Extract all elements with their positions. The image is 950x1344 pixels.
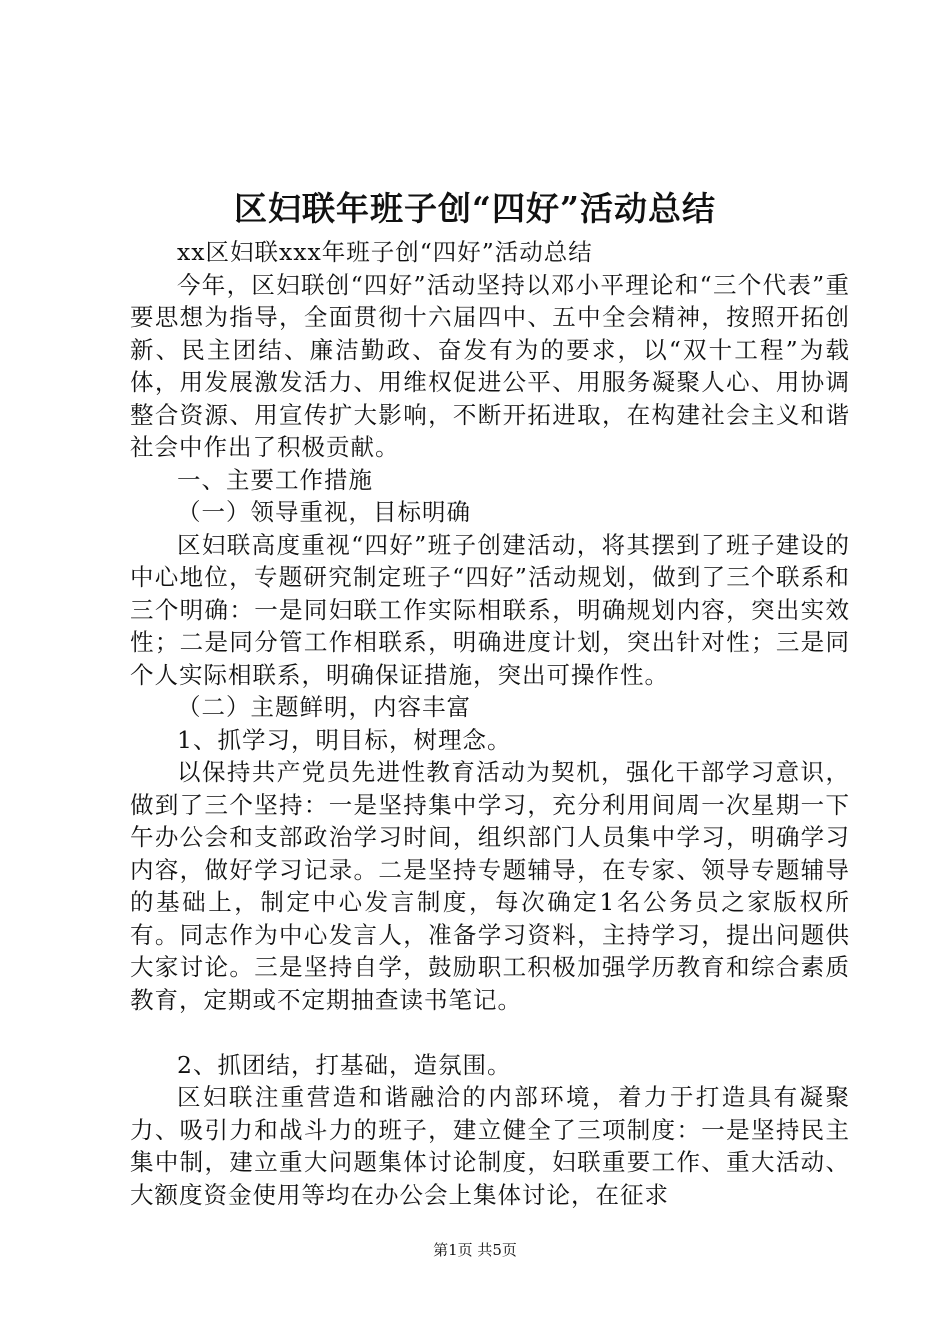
paragraph-intro: 今年，区妇联创“四好”活动坚持以邓小平理论和“三个代表”重要思想为指导，全面贯彻十六届四中、五中全会精神，按照开拓创新、民主团结、廉洁勤政、奋发有为的要求，以“双十工程”为载体，用发展激发活力、用维权促进公平、用服务凝聚人心、用协调整合资源、用宣传扩大影响，不断开拓进取，在构建社会主义和谐社会中作出了积极贡献。 [130, 270, 850, 461]
item-heading: 2、抓团结，打基础，造氛围。 [177, 1050, 512, 1079]
paragraph-study: 以保持共产党员先进性教育活动为契机，强化干部学习意识，做到了三个坚持：一是坚持集中学习，充分利用间周一次星期一下午办公会和支部政治学习时间，组织部门人员集中学习，明确学习内容，做好学习记录。二是坚持专题辅导，在专家、领导专题辅导的基础上，制定中心发言制度，每次确定1名公务员之家版权所有。同志作为中心发言人，准备学习资料，主持学习，提出问题供大家讨论。三是坚持自学，鼓励职工积极加强学历教育和综合素质教育，定期或不定期抽查读书笔记。 [130, 758, 850, 1014]
paragraph-unity: 区妇联注重营造和谐融洽的内部环境，着力于打造具有凝聚力、吸引力和战斗力的班子，建立健全了三项制度：一是坚持民主集中制，建立重大问题集体讨论制度，妇联重要工作、重大活动、大额度资金使用等均在办公会上集体讨论，在征求 [130, 1083, 850, 1209]
page-footer: 第1页 共5页 [433, 1241, 517, 1259]
blank-line [130, 1016, 850, 1049]
document-body [130, 236, 850, 1211]
subsection-heading: （一）领导重视，目标明确 [177, 498, 471, 526]
document-title: 区妇联年班子创“四好”活动总结 [234, 189, 716, 228]
subsection-heading: （二）主题鲜明，内容丰富 [177, 693, 471, 721]
section-heading: 一、主要工作措施 [177, 465, 373, 494]
paragraph-leadership: 区妇联高度重视“四好”班子创建活动，将其摆到了班子建设的中心地位，专题研究制定班子“四好”活动规划，做到了三个联系和三个明确：一是同妇联工作实际相联系，明确规划内容，突出实效性；二是同分管工作相联系，明确进度计划，突出针对性；三是同个人实际相联系，明确保证措施，突出可操作性。 [130, 530, 850, 689]
paragraph-subtitle: xx区妇联xxx年班子创“四好”活动总结 [177, 238, 593, 266]
item-heading: 1、抓学习，明目标，树理念。 [177, 725, 512, 754]
